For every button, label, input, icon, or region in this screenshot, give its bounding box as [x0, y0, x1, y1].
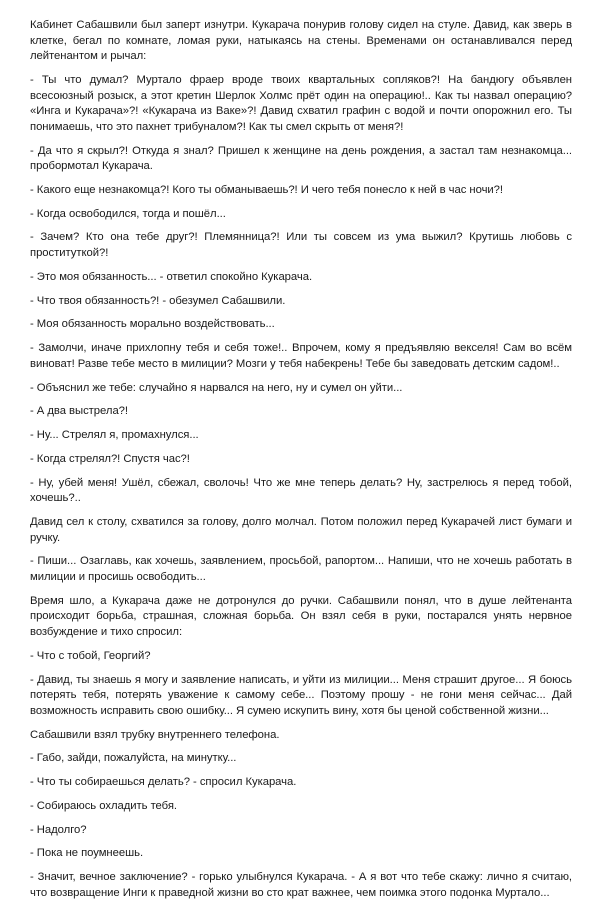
paragraph: - Что ты собираешься делать? - спросил Кукарача.	[30, 776, 297, 789]
paragraph: - Когда стрелял?! Спустя час?!	[30, 452, 190, 465]
paragraph: - Ну... Стрелял я, промахнулся...	[30, 429, 199, 442]
paragraph: Время шло, а Кукарача даже не дотронулся до ручки. Сабашвили понял, что в душе лейтенанта происходит борьба, страшная, сложная борьба. Он взял себя в руки, постарался унять нервное возбуждение и тихо спросил:	[30, 594, 572, 638]
paragraph: - Замолчи, иначе прихлопну тебя и себя тоже!.. Впрочем, кому я предъявляю векселя! Сам во всём виноват! Разве тебе место в милиции? Мозги у тебя набекрень! Тебе бы заведовать детским садом!..	[30, 342, 572, 370]
paragraph: - Моя обязанность морально воздействовать...	[30, 318, 275, 331]
paragraph: - Что с тобой, Георгий?	[30, 649, 151, 662]
paragraph: - А два выстрела?!	[30, 405, 128, 418]
paragraph: - Давид, ты знаешь я могу и заявление написать, и уйти из милиции... Меня страшит другое... Я боюсь потерять тебя, потерять уважение к самому себе... Поэтому прошу - не гони меня сейчас... Дай возможность исправить свою ошибку... Я сумею искупить вину, хотя бы ценой собственной жизни...	[30, 673, 572, 717]
paragraph: - Это моя обязанность... - ответил спокойно Кукарача.	[30, 270, 313, 283]
document-page	[30, 18, 572, 910]
paragraph: Давид сел к столу, схватился за голову, долго молчал. Потом положил перед Кукарачей лист бумаги и ручку.	[30, 516, 572, 544]
paragraph: - Пиши... Озаглавь, как хочешь, заявлением, просьбой, рапортом... Напиши, что не хочешь работать в милиции и просишь освободить...	[30, 555, 572, 584]
paragraph: - Ты что думал? Муртало фраер вроде твоих квартальных сопляков?! На бандюгу объявлен всесоюзный розыск, а этот кретин Шерлок Холмс прёт один на операцию!.. Как ты назвал операцию? «Инга и Кукарача»?! «Кукарача из Ваке»?! Давид схватил графин с водой и почти опорожнил его. Ты понимаешь, что это пахнет трибуналом?! Как ты смел скрыть от меня?!	[30, 73, 572, 133]
paragraph: - Когда освободился, тогда и пошёл...	[30, 207, 226, 220]
paragraph: Сабашвили взял трубку внутреннего телефона.	[30, 728, 280, 741]
paragraph: - Зачем? Кто она тебе друг?! Племянница?! Или ты совсем из ума выжил? Крутишь любовь с проституткой?!	[30, 231, 572, 260]
paragraph: - Какого еще незнакомца?! Кого ты обманываешь?! И чего тебя понесло к ней в час ночи?!	[30, 183, 503, 196]
paragraph: - Пока не поумнеешь.	[30, 847, 144, 860]
paragraph: - Да что я скрыл?! Откуда я знал? Пришел к женщине на день рождения, а застал там незнакомца... пробормотал Кукарача.	[30, 144, 572, 173]
paragraph: - Что твоя обязанность?! - обезумел Сабашвили.	[30, 294, 286, 307]
paragraph: Кабинет Сабашвили был заперт изнутри. Кукарача понурив голову сидел на стуле. Давид, как зверь в клетке, бегал по комнате, ломая руки, натыкаясь на стены. Временами он останавливался перед лейтенантом и рычал:	[30, 19, 572, 63]
paragraph: - Собираюсь охладить тебя.	[30, 799, 177, 812]
paragraph: - Надолго?	[30, 823, 87, 836]
paragraph: - Габо, зайди, пожалуйста, на минутку...	[30, 752, 237, 765]
paragraph: - Значит, вечное заключение? - горько улыбнулся Кукарача. - А я вот что тебе скажу: лично я считаю, что возвращение Инги к праведной жизни во сто крат важнее, чем поимка этого подонка Муртало...	[30, 871, 572, 899]
paragraph: - Ну, убей меня! Ушёл, сбежал, сволочь! Что же мне теперь делать? Ну, застрелюсь я перед тобой, хочешь?..	[30, 476, 572, 505]
paragraph: - Объяснил же тебе: случайно я нарвался на него, ну и сумел он уйти...	[30, 381, 403, 394]
